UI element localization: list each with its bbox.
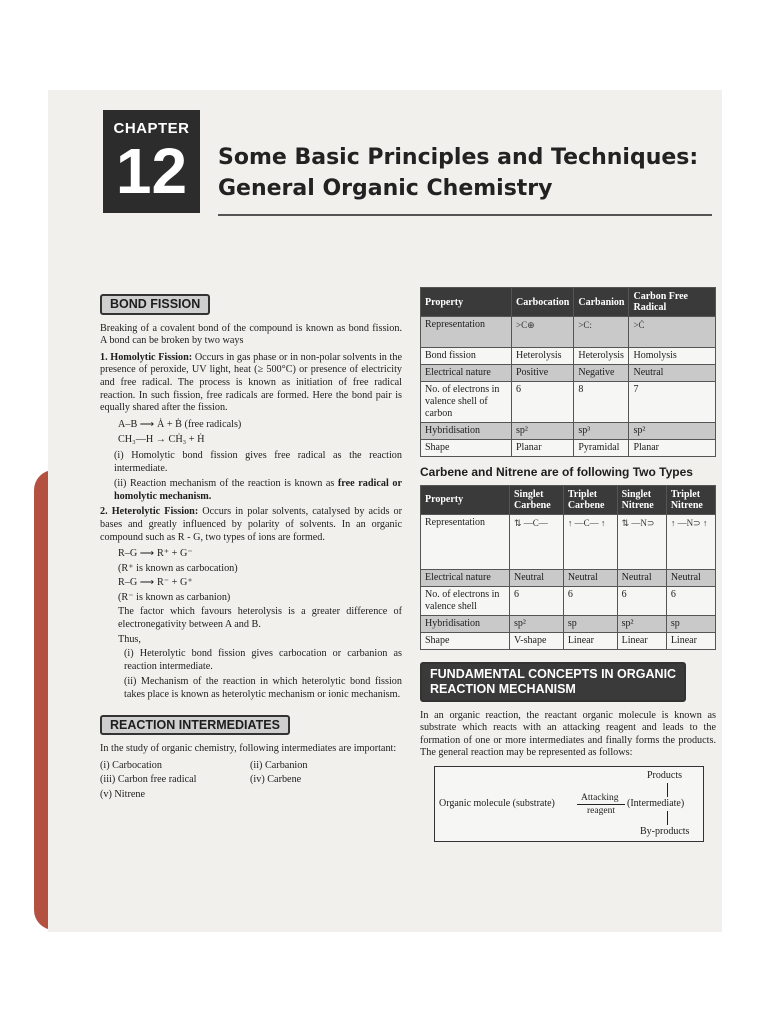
heading-fundamental-concepts	[420, 662, 686, 702]
heterolytic-point-1: (i) Heterolytic bond fission gives carbocation or carbanion as reaction intermediate.	[124, 648, 402, 672]
table-cell: Representation	[421, 317, 512, 348]
table-row	[421, 615, 716, 632]
table-cell: Electrical nature	[421, 365, 512, 382]
intermediates-table	[420, 287, 716, 457]
table-header: Carbon Free Radical	[629, 288, 716, 317]
table-cell: sp²	[629, 423, 716, 440]
bond-fission-intro: Breaking of a covalent bond of the compound is known as bond fission. A bond can be broken by two ways	[100, 322, 402, 347]
homolytic-point-2-bold: free radical or homolytic mechanism.	[114, 478, 402, 502]
chapter-word: CHAPTER	[113, 120, 190, 137]
table-cell: Representation	[421, 514, 510, 569]
table-cell: Linear	[563, 632, 617, 649]
chapter-number: 12	[115, 135, 188, 207]
singlet-carbene-structure: ⇅ —C—	[510, 514, 564, 569]
table-row	[421, 569, 716, 586]
reaction-scheme	[434, 766, 704, 842]
homolytic-text: Occurs in gas phase or in non-polar solvents in the presence of peroxide, UV light, heat (≥ 500°C) or presence of electricity and free radical. The process is known as initiation of free radical reaction. In such fission, free radicals are formed. Here the bond pair is equally shared after the fission.	[100, 351, 402, 414]
triplet-carbene-structure: ↑ —C— ↑	[563, 514, 617, 569]
right-column	[420, 287, 716, 842]
table-cell: Heterolysis	[512, 348, 574, 365]
arrow-up	[667, 783, 668, 797]
homolytic-fission	[100, 352, 402, 415]
fundamental-heading-line-1: FUNDAMENTAL CONCEPTS IN ORGANIC	[430, 666, 677, 681]
table-cell: sp	[666, 615, 715, 632]
table-cell: sp	[563, 615, 617, 632]
table-cell: 6	[563, 586, 617, 615]
table-cell: Linear	[666, 632, 715, 649]
singlet-nitrene-structure: ⇅ —N⊃	[617, 514, 666, 569]
heterolytic-point-2: (ii) Mechanism of the reaction in which heterolytic bond fission takes place is known as heterolytic mechanism or ionic mechanism.	[124, 676, 402, 701]
scheme-byproducts: By-products	[640, 825, 690, 837]
title-line-1: Some Basic Principles and Techniques:	[218, 145, 699, 170]
table-cell: V-shape	[510, 632, 564, 649]
heading-bond-fission: BOND FISSION	[100, 294, 210, 315]
table-cell: sp³	[574, 423, 629, 440]
list-item: (iv) Carbene	[250, 774, 302, 786]
homolytic-point-1: (i) Homolytic bond fission gives free radical as the reaction intermediate.	[114, 449, 402, 474]
table-header-row	[421, 288, 716, 317]
table-header: Triplet Nitrene	[666, 485, 715, 514]
table-cell: Electrical nature	[421, 569, 510, 586]
intermediates-intro: In the study of organic chemistry, following intermediates are important:	[100, 743, 397, 755]
carbene-nitrene-table	[420, 485, 716, 650]
table-row	[421, 586, 716, 615]
table-cell: Neutral	[617, 569, 666, 586]
scheme-intermediate: (Intermediate)	[627, 797, 685, 809]
left-column	[100, 290, 402, 802]
table-cell: Shape	[421, 632, 510, 649]
table-cell: 6	[666, 586, 715, 615]
table-row	[421, 514, 716, 569]
heterolytic-eq-2: R–G ⟶ R⁻ + G⁺	[118, 577, 193, 589]
title-line-2: General Organic Chemistry	[218, 176, 553, 201]
table-row	[421, 365, 716, 382]
list-item: (iii) Carbon free radical	[100, 774, 197, 786]
table-cell: 6	[617, 586, 666, 615]
table-cell: sp²	[512, 423, 574, 440]
table-header: Singlet Carbene	[510, 485, 564, 514]
table-header-row	[421, 485, 716, 514]
homolytic-eq-2: CH₃—H → CḢ₃ + Ḣ	[118, 434, 205, 446]
free-radical-structure: >Ċ	[629, 317, 716, 348]
table-cell: 7	[629, 382, 716, 423]
table-cell: Neutral	[510, 569, 564, 586]
fundamental-heading-line-2: REACTION MECHANISM	[430, 681, 576, 696]
homolytic-eq-1: A–B ⟶ Ȧ + Ḃ (free radicals)	[118, 418, 242, 430]
table-cell: sp²	[510, 615, 564, 632]
chapter-badge	[103, 110, 200, 213]
triplet-nitrene-structure: ↑ —N⊃ ↑	[666, 514, 715, 569]
heterolytic-thus: Thus,	[118, 633, 141, 645]
heterolytic-label: 2. Heterolytic Fission:	[100, 506, 199, 518]
page-title	[218, 142, 698, 204]
table-cell: Positive	[512, 365, 574, 382]
table-cell: No. of electrons in valence shell	[421, 586, 510, 615]
list-item: (v) Nitrene	[100, 789, 145, 800]
heterolysis-factor: The factor which favours heterolysis is a greater difference of electronegativity between A and B.	[118, 606, 402, 631]
table-cell: Hybridisation	[421, 423, 512, 440]
scheme-substrate: Organic molecule (substrate)	[439, 797, 555, 809]
textbook-page	[48, 90, 722, 932]
carbocation-structure: >C⊕	[512, 317, 574, 348]
scheme-attacking: Attacking	[581, 792, 619, 803]
table-cell: sp²	[617, 615, 666, 632]
fundamental-text: In an organic reaction, the reactant organic molecule is known as substrate which reacts with an attacking reagent and leads to the formation of one or more intermediates and finally forms the products. The general reaction may be represented as follows:	[420, 709, 716, 759]
table-cell: Hybridisation	[421, 615, 510, 632]
table-cell: No. of electrons in valence shell of carbon	[421, 382, 512, 423]
scheme-products: Products	[647, 769, 682, 781]
list-item: (ii) Carbanion	[250, 759, 308, 771]
table-cell: Heterolysis	[574, 348, 629, 365]
table-cell: 6	[512, 382, 574, 423]
table-row	[421, 440, 716, 457]
homolytic-label: 1. Homolytic Fission:	[100, 351, 193, 363]
title-rule	[218, 214, 712, 216]
table-cell: Pyramidal	[574, 440, 629, 457]
scheme-reagent: reagent	[587, 805, 615, 816]
list-item: (i) Carbocation	[100, 759, 162, 771]
table-header: Carbocation	[512, 288, 574, 317]
heterolytic-text: Occurs in polar solvents, catalysed by acids or bases and greatly influenced by polarity of solvents. In an organic compound such as R - G, two types of ions are formed.	[100, 506, 402, 543]
table-cell: Bond fission	[421, 348, 512, 365]
table-cell: Negative	[574, 365, 629, 382]
table-row	[421, 423, 716, 440]
homolytic-point-2-text: (ii) Reaction mechanism of the reaction is known as	[114, 478, 338, 490]
heterolytic-fission	[100, 506, 402, 544]
homolytic-point-2	[114, 478, 402, 503]
table-row	[421, 632, 716, 649]
heterolytic-note-1: (R⁺ is known as carbocation)	[118, 562, 238, 574]
heading-reaction-intermediates: REACTION INTERMEDIATES	[100, 715, 290, 736]
intermediates-list	[100, 760, 402, 802]
table-header: Triplet Carbene	[563, 485, 617, 514]
table-header: Singlet Nitrene	[617, 485, 666, 514]
table-cell: 6	[510, 586, 564, 615]
table-header: Property	[421, 485, 510, 514]
table-cell: Homolysis	[629, 348, 716, 365]
table-cell: Neutral	[666, 569, 715, 586]
heterolytic-note-2: (R⁻ is known as carbanion)	[118, 591, 231, 603]
carbanion-structure: >C:	[574, 317, 629, 348]
table-row	[421, 382, 716, 423]
table-cell: Linear	[617, 632, 666, 649]
carbene-nitrene-title: Carbene and Nitrene are of following Two Types	[420, 465, 693, 479]
table-cell: Planar	[629, 440, 716, 457]
table-header: Property	[421, 288, 512, 317]
table-cell: Shape	[421, 440, 512, 457]
table-cell: Planar	[512, 440, 574, 457]
table-cell: 8	[574, 382, 629, 423]
table-header: Carbanion	[574, 288, 629, 317]
table-row	[421, 348, 716, 365]
table-cell: Neutral	[563, 569, 617, 586]
table-cell: Neutral	[629, 365, 716, 382]
table-row	[421, 317, 716, 348]
heterolytic-eq-1: R–G ⟶ R⁺ + G⁻	[118, 548, 193, 560]
arrow-down	[667, 811, 668, 825]
